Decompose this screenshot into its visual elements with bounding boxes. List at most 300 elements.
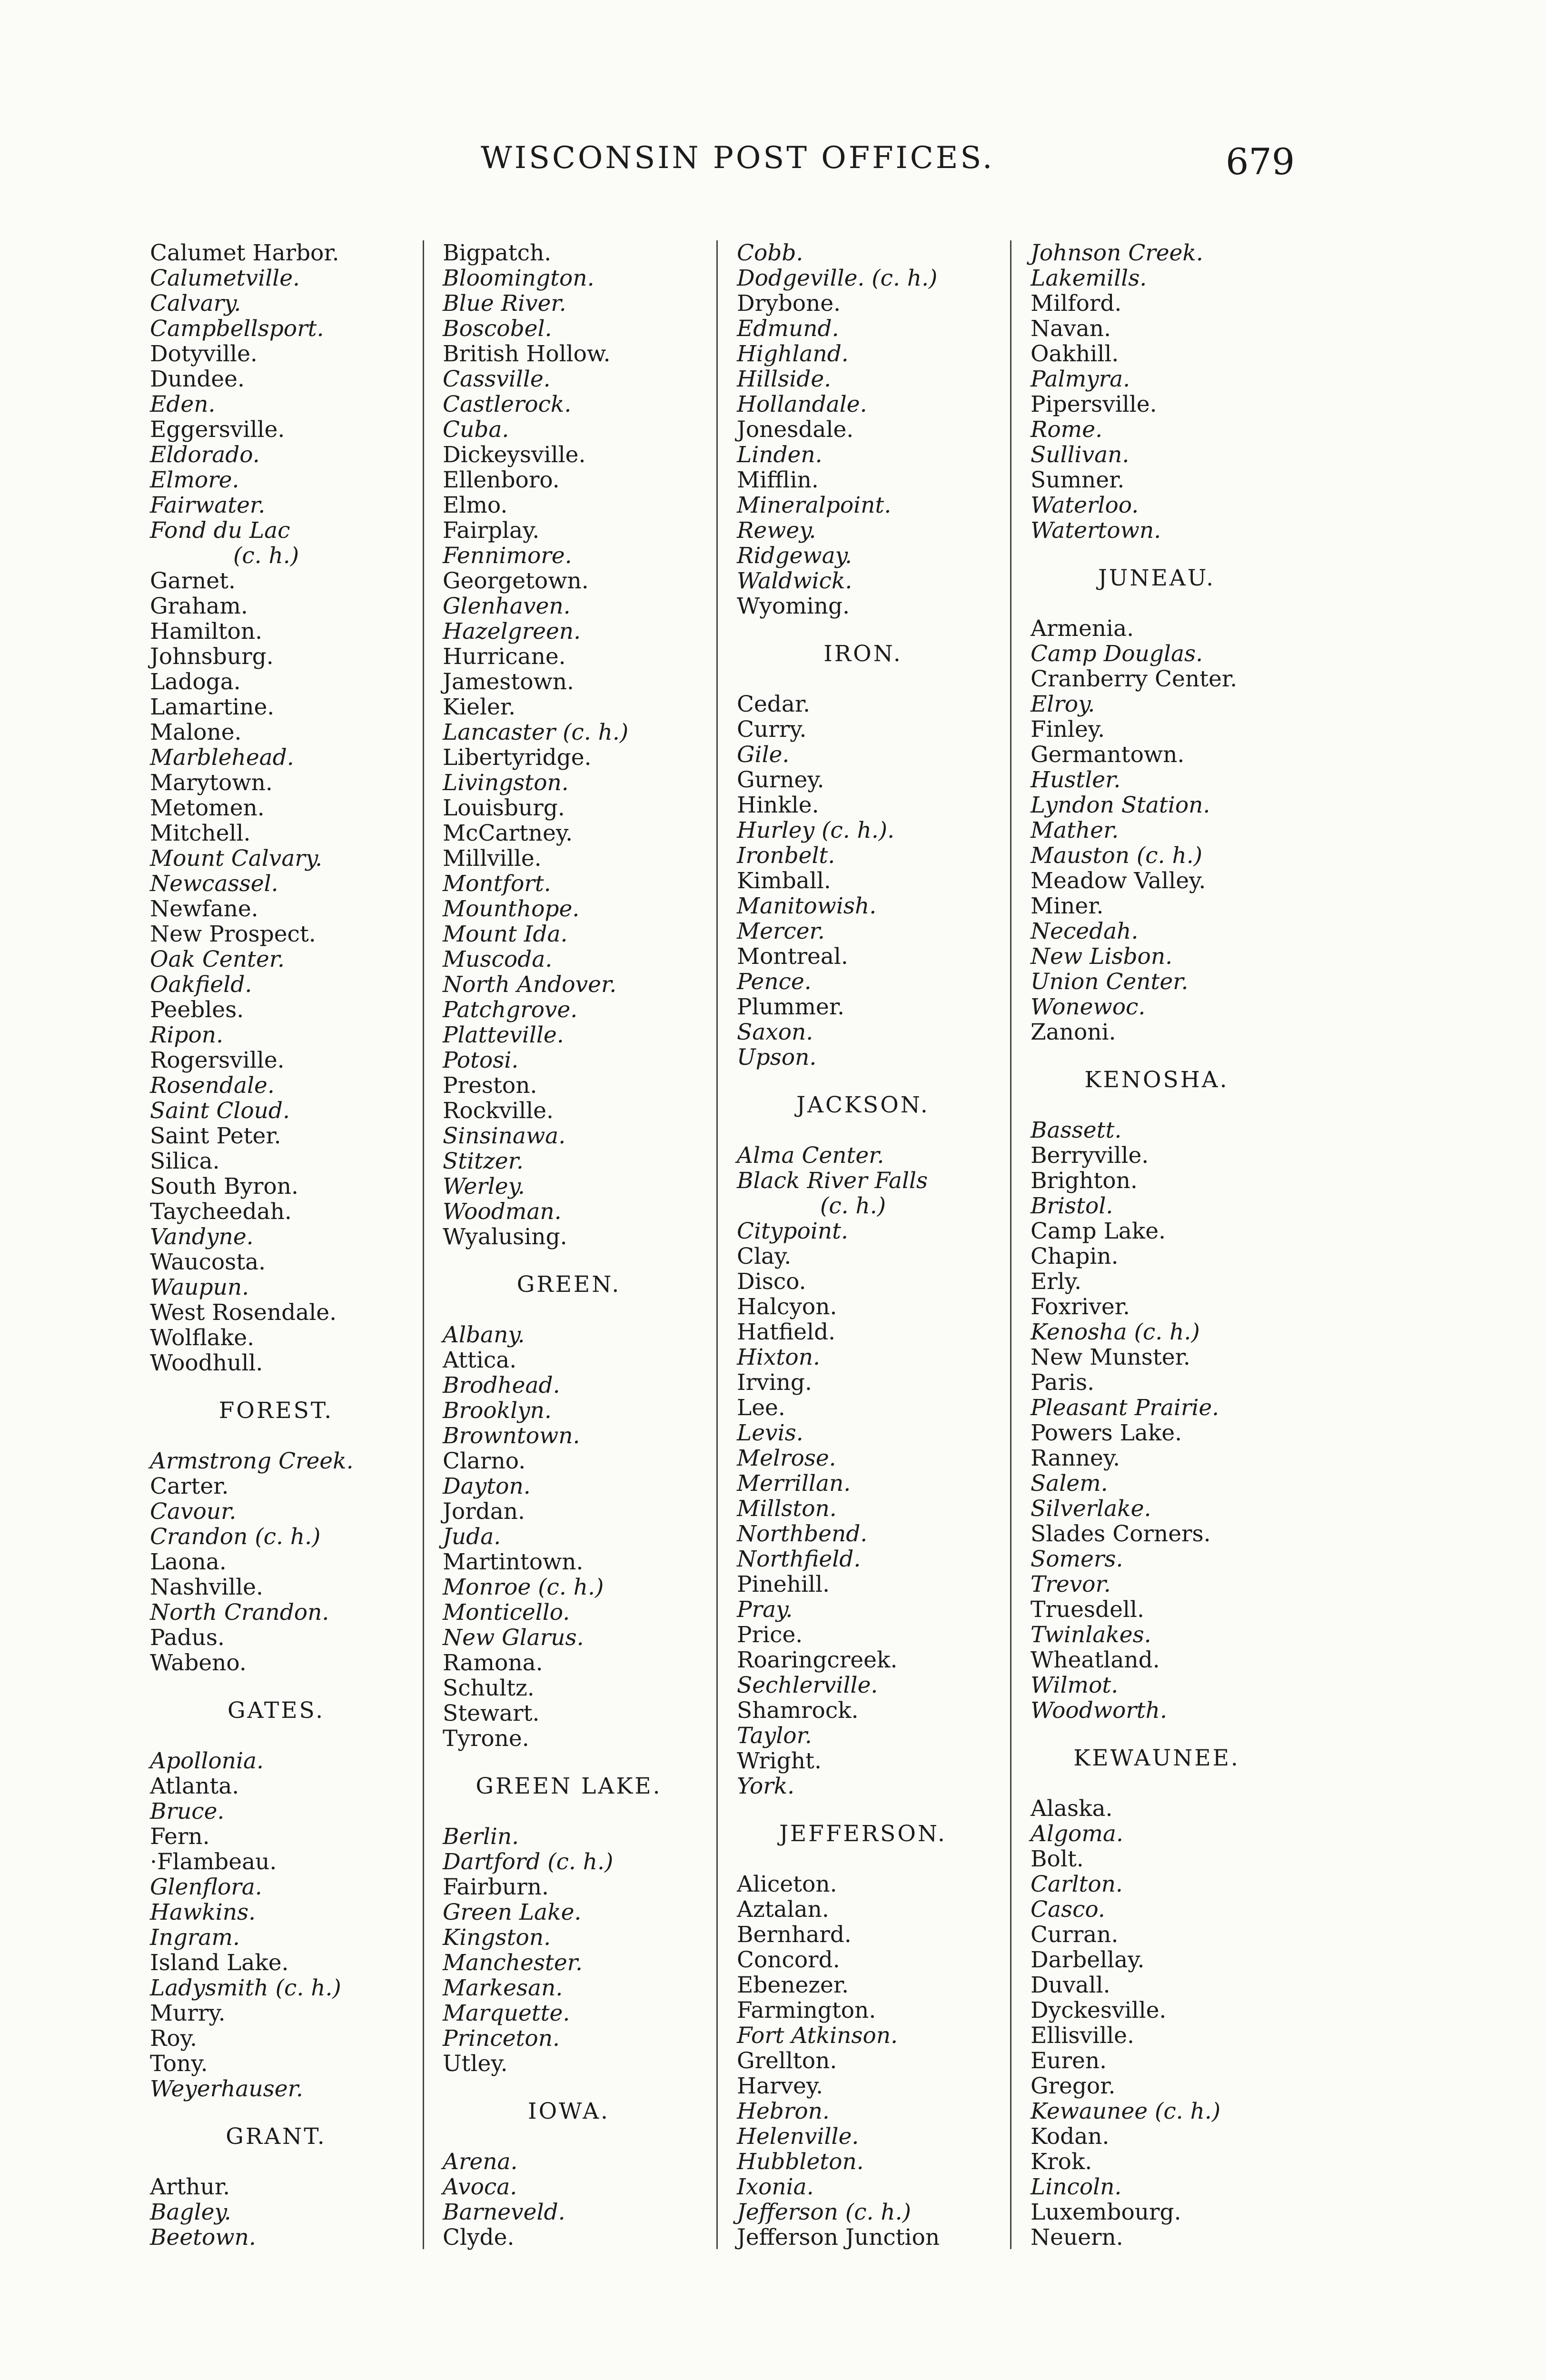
post-office-entry: Dartford (c. h.) (443, 1849, 614, 1875)
post-office-entry: Potosi. (443, 1047, 519, 1073)
post-office-entry: Arthur. (150, 2174, 230, 2200)
post-office-entry: Kimball. (737, 868, 831, 894)
post-office-entry: Albany. (443, 1322, 525, 1348)
post-office-entry: Beetown. (150, 2224, 256, 2251)
post-office-entry: Brodhead. (443, 1372, 560, 1398)
post-office-entry: Dayton. (443, 1473, 531, 1499)
post-office-entry: Padus. (150, 1625, 225, 1651)
post-office-entry: Brooklyn. (443, 1398, 552, 1424)
post-office-entry: Pence. (737, 969, 812, 995)
post-office-entry: Woodhull. (150, 1350, 263, 1376)
post-office-entry: Wheatland. (1031, 1647, 1160, 1673)
post-office-entry: Taylor. (737, 1723, 812, 1749)
post-office-entry: Helenville. (737, 2123, 859, 2150)
post-office-entry: Clay. (737, 1243, 792, 1269)
post-office-entry: Elroy. (1031, 691, 1095, 717)
post-office-entry: Princeton. (443, 2025, 560, 2052)
post-office-entry: Berlin. (443, 1824, 519, 1850)
post-office-entry: Wolflake. (150, 1325, 255, 1351)
post-office-entry: Peebles. (150, 997, 244, 1023)
post-office-entry: Ixonia. (737, 2174, 814, 2200)
post-office-entry: Millville. (443, 845, 542, 872)
post-office-entry: Sechlerville. (737, 1672, 878, 1698)
post-office-entry: Hebron. (737, 2098, 830, 2124)
post-office-entry: Green Lake. (443, 1899, 582, 1925)
post-office-entry: Foxriver. (1031, 1294, 1130, 1320)
post-office-entry: Manchester. (443, 1950, 583, 1976)
post-office-entry: Hamilton. (150, 618, 263, 645)
post-office-entry: Levis. (737, 1420, 803, 1446)
post-office-entry: Millston. (737, 1496, 837, 1522)
post-office-entry: Finley. (1031, 716, 1105, 743)
column-3 (737, 240, 1008, 2250)
post-office-entry: Price. (737, 1622, 803, 1648)
post-office-entry: Arena. (443, 2149, 518, 2175)
post-office-entry: Highland. (737, 341, 849, 367)
post-office-entry: Newcassel. (150, 871, 278, 897)
post-office-entry: Wyoming. (737, 593, 850, 619)
post-office-entry: Marytown. (150, 770, 273, 796)
post-office-entry: Tyrone. (443, 1726, 529, 1752)
post-office-entry: Drybone. (737, 290, 841, 317)
post-office-entry: Murry. (150, 2000, 226, 2026)
post-office-entry: Bigpatch. (443, 240, 552, 266)
post-office-entry: Ingram. (150, 1924, 240, 1951)
post-office-entry: Alma Center. (737, 1142, 884, 1169)
post-office-entry: Saxon. (737, 1019, 813, 1045)
post-office-entry: Eldorado. (150, 442, 260, 468)
post-office-entry: Clyde. (443, 2224, 515, 2251)
post-office-entry: Merrillan. (737, 1470, 851, 1497)
post-office-entry: Disco. (737, 1269, 806, 1295)
post-office-entry: Grellton. (737, 2048, 837, 2074)
post-office-entry: Pray. (737, 1597, 793, 1623)
post-office-entry: Armstrong Creek. (150, 1448, 354, 1474)
post-office-entry: Sumner. (1031, 467, 1125, 493)
post-office-entry: Algoma. (1031, 1821, 1123, 1847)
post-office-entry: Atlanta. (150, 1773, 239, 1799)
post-office-entry: Waterloo. (1031, 492, 1139, 518)
post-office-entry: Blue River. (443, 290, 566, 317)
post-office-entry: Alaska. (1031, 1795, 1113, 1822)
post-office-entry: Monroe (c. h.) (443, 1574, 604, 1600)
post-office-entry: Ladoga. (150, 669, 241, 695)
post-office-entry: McCartney. (443, 820, 573, 846)
post-office-entry: Bristol. (1031, 1193, 1113, 1219)
post-office-entry: Citypoint. (737, 1218, 848, 1244)
post-office-entry: Shamrock. (737, 1697, 859, 1724)
county-heading: KEWAUNEE. (1073, 1745, 1240, 1771)
post-office-entry: New Lisbon. (1031, 943, 1173, 970)
post-office-entry: Calumet Harbor. (150, 240, 339, 266)
post-office-entry: Cassville. (443, 366, 551, 392)
post-office-entry: Barneveld. (443, 2199, 565, 2225)
post-office-entry: Johnsburg. (150, 644, 274, 670)
post-office-entry: Libertyridge. (443, 744, 592, 771)
post-office-entry: Patchgrove. (443, 997, 578, 1023)
post-office-entry: Concord. (737, 1947, 840, 1973)
post-office-entry: Palmyra. (1031, 366, 1130, 392)
post-office-entry: Ellisville. (1031, 2023, 1134, 2049)
post-office-entry: Oak Center. (150, 946, 285, 972)
post-office-entry: Casco. (1031, 1896, 1105, 1923)
post-office-entry: Dundee. (150, 366, 245, 392)
post-office-entry: Crandon (c. h.) (150, 1524, 321, 1550)
post-office-entry: Carter. (150, 1473, 229, 1499)
post-office-entry: Stewart. (443, 1700, 540, 1726)
post-office-entry: Jordan. (443, 1498, 525, 1525)
post-office-entry: Waucosta. (150, 1249, 266, 1275)
post-office-entry-continuation: (c. h.) (820, 1193, 886, 1219)
post-office-entry: Jonesdale. (737, 416, 854, 443)
post-office-entry: Mount Calvary. (150, 845, 323, 872)
post-office-entry: Slades Corners. (1031, 1521, 1211, 1547)
post-office-entry: Hillside. (737, 366, 832, 392)
post-office-entry: Hurricane. (443, 644, 566, 670)
post-office-entry: Powers Lake. (1031, 1420, 1182, 1446)
post-office-entry: Sinsinawa. (443, 1123, 566, 1149)
post-office-entry: Aliceton. (737, 1871, 837, 1897)
post-office-entry: Laona. (150, 1549, 227, 1575)
post-office-entry: Wabeno. (150, 1650, 247, 1676)
post-office-entry: Chapin. (1031, 1243, 1119, 1269)
post-office-entry: New Glarus. (443, 1625, 584, 1651)
post-office-entry: Mounthope. (443, 896, 580, 922)
county-heading: GREEN LAKE. (476, 1773, 662, 1799)
post-office-entry: Twinlakes. (1031, 1622, 1151, 1648)
post-office-entry: Aztalan. (737, 1896, 829, 1923)
post-office-entry: Newfane. (150, 896, 258, 922)
county-heading: GATES. (227, 1697, 325, 1724)
post-office-entry: Linden. (737, 442, 823, 468)
page-title: WISCONSIN POST OFFICES. (481, 140, 995, 176)
post-office-entry: Ridgeway. (737, 543, 852, 569)
post-office-entry: Rockville. (443, 1098, 554, 1124)
post-office-entry: Halcyon. (737, 1294, 837, 1320)
post-office-entry: Roy. (150, 2025, 197, 2052)
post-office-entry: Hubbleton. (737, 2149, 864, 2175)
post-office-entry: ·Flambeau. (150, 1849, 277, 1875)
post-office-entry: Boscobel. (443, 316, 552, 342)
post-office-entry: Kingston. (443, 1924, 551, 1951)
page-header (0, 140, 1546, 193)
post-office-entry: Rome. (1031, 416, 1103, 443)
post-office-entry: Preston. (443, 1072, 537, 1099)
post-office-entry: Graham. (150, 593, 248, 619)
post-office-entry: Castlerock. (443, 391, 572, 417)
post-office-entry: Lancaster (c. h.) (443, 719, 629, 745)
post-office-entry: Georgetown. (443, 568, 589, 594)
post-office-entry: Ladysmith (c. h.) (150, 1975, 341, 2001)
post-office-entry: Silica. (150, 1148, 220, 1174)
post-office-entry: Mineralpoint. (737, 492, 892, 518)
post-office-entry: Brighton. (1031, 1168, 1138, 1194)
county-heading: JEFFERSON. (779, 1821, 947, 1847)
post-office-entry: Oakhill. (1031, 341, 1119, 367)
post-office-entry: Saint Peter. (150, 1123, 281, 1149)
post-office-entry: Camp Lake. (1031, 1218, 1166, 1244)
column-1 (150, 240, 421, 2250)
post-office-entry: Northfield. (737, 1546, 861, 1572)
post-office-entry: Browntown. (443, 1423, 580, 1449)
post-office-entry: Lakemills. (1031, 265, 1147, 291)
post-office-entry: Fern. (150, 1824, 210, 1850)
post-office-entry: Silverlake. (1031, 1496, 1151, 1522)
post-office-entry: Mauston (c. h.) (1031, 843, 1203, 869)
post-office-entry: Glenflora. (150, 1874, 262, 1900)
post-office-entry: Cavour. (150, 1498, 237, 1525)
county-heading: FOREST. (218, 1398, 334, 1424)
post-office-entry: Luxembourg. (1031, 2199, 1181, 2225)
post-office-entry: Monticello. (443, 1599, 570, 1626)
post-office-entry: Ripon. (150, 1022, 224, 1048)
post-office-entry: Cuba. (443, 416, 509, 443)
post-office-entry: Kenosha (c. h.) (1031, 1319, 1200, 1345)
post-office-entry: Fort Atkinson. (737, 2023, 898, 2049)
post-office-entry: Euren. (1031, 2048, 1107, 2074)
post-office-entry: Attica. (443, 1347, 517, 1373)
post-office-entry: Elmo. (443, 492, 508, 518)
post-office-entry: Pinehill. (737, 1571, 830, 1597)
post-office-entry: Marquette. (443, 2000, 570, 2026)
post-office-entry: Neuern. (1031, 2224, 1123, 2251)
post-office-entry: Irving. (737, 1369, 812, 1396)
post-office-entry: Markesan. (443, 1975, 563, 2001)
post-office-entry: Edmund. (737, 316, 839, 342)
post-office-entry: Montreal. (737, 943, 848, 970)
post-office-entry: Armenia. (1031, 615, 1134, 642)
post-office-entry: Cedar. (737, 691, 811, 717)
post-office-entry: Bruce. (150, 1798, 225, 1825)
post-office-entry: Salem. (1031, 1470, 1108, 1497)
post-office-entry: Fairburn. (443, 1874, 549, 1900)
post-office-entry: Ramona. (443, 1650, 543, 1676)
post-office-entry: Malone. (150, 719, 242, 745)
post-office-entry: Woodworth. (1031, 1697, 1167, 1724)
post-office-entry: Hawkins. (150, 1899, 256, 1925)
post-office-entry: Melrose. (737, 1445, 836, 1471)
post-office-entry: Harvey. (737, 2073, 823, 2099)
post-office-entry: Hinkle. (737, 792, 819, 818)
post-office-entry: Martintown. (443, 1549, 584, 1575)
post-office-entry: Lee. (737, 1395, 785, 1421)
post-office-entry: Saint Cloud. (150, 1098, 290, 1124)
post-office-entry: Paris. (1031, 1369, 1095, 1396)
post-office-entry: New Prospect. (150, 921, 316, 947)
post-office-entry: Avoca. (443, 2174, 517, 2200)
post-office-entry: Hollandale. (737, 391, 867, 417)
post-office-entry: Bassett. (1031, 1117, 1122, 1143)
post-office-entry: Wonewoc. (1031, 994, 1146, 1020)
post-office-entry: Bloomington. (443, 265, 595, 291)
post-office-entry: Marblehead. (150, 744, 294, 771)
post-office-entry: Gurney. (737, 767, 824, 793)
county-heading: GRANT. (226, 2123, 327, 2150)
post-office-entry: Stitzer. (443, 1148, 524, 1174)
post-office-entry: Metomen. (150, 795, 265, 821)
post-office-entry: Juda. (443, 1524, 501, 1550)
post-office-entry: Calvary. (150, 290, 241, 317)
post-office-entry: Hurley (c. h.). (737, 817, 895, 843)
post-office-entry: Duvall. (1031, 1972, 1110, 1998)
post-office-entry: Sullivan. (1031, 442, 1130, 468)
post-office-entry: West Rosendale. (150, 1299, 337, 1326)
post-office-entry: Kewaunee (c. h.) (1031, 2098, 1221, 2124)
post-office-entry: Pipersville. (1031, 391, 1157, 417)
post-office-entry: Carlton. (1031, 1871, 1123, 1897)
post-office-entry: Weyerhauser. (150, 2076, 303, 2102)
post-office-entry: Rogersville. (150, 1047, 285, 1073)
post-office-entry: Schultz. (443, 1675, 535, 1701)
post-office-entry: Rewey. (737, 517, 816, 544)
post-office-entry: Miner. (1031, 893, 1104, 919)
post-office-entry: Wilmot. (1031, 1672, 1119, 1698)
post-office-entry: Pleasant Prairie. (1031, 1395, 1219, 1421)
post-office-entry: Hazelgreen. (443, 618, 581, 645)
post-office-entry: Livingston. (443, 770, 569, 796)
post-office-entry: Cranberry Center. (1031, 666, 1238, 692)
post-office-entry: Utley. (443, 2051, 508, 2077)
post-office-entry: Dotyville. (150, 341, 258, 367)
post-office-entry: Fond du Lac (150, 517, 290, 544)
county-heading: IOWA. (528, 2098, 610, 2124)
post-office-entry: Upson. (737, 1044, 817, 1071)
post-office-entry: Milford. (1031, 290, 1122, 317)
county-heading: IRON. (823, 641, 902, 667)
post-office-entry: Mather. (1031, 817, 1119, 843)
post-office-entry: Wright. (737, 1748, 822, 1774)
post-office-entry: Curran. (1031, 1922, 1119, 1948)
county-heading: JUNEAU. (1098, 565, 1216, 591)
post-office-entry: Hustler. (1031, 767, 1121, 793)
post-office-entry: Garnet. (150, 568, 236, 594)
post-office-entry: Hatfield. (737, 1319, 836, 1345)
column-divider (716, 240, 718, 2249)
post-office-entry: Muscoda. (443, 946, 553, 972)
post-office-entry: Farmington. (737, 1997, 876, 2023)
post-office-entry: Apollonia. (150, 1748, 264, 1774)
post-office-entry: Krok. (1031, 2149, 1092, 2175)
post-office-entry: Bagley. (150, 2199, 231, 2225)
post-office-entry: Erly. (1031, 1269, 1082, 1295)
post-office-entry: British Hollow. (443, 341, 611, 367)
post-office-entry: Louisburg. (443, 795, 565, 821)
post-office-entry: Black River Falls (737, 1168, 928, 1194)
post-office-entry: Woodman. (443, 1199, 562, 1225)
post-office-entry: Dyckesville. (1031, 1997, 1167, 2023)
post-office-entry: Mitchell. (150, 820, 251, 846)
post-office-entry: Dodgeville. (c. h.) (737, 265, 938, 291)
post-office-entry: Berryville. (1031, 1142, 1149, 1169)
post-office-entry: Gile. (737, 742, 790, 768)
post-office-entry: Jefferson (c. h.) (737, 2199, 911, 2225)
post-office-entry: Camp Douglas. (1031, 641, 1203, 667)
post-office-entry: Waldwick. (737, 568, 852, 594)
post-office-entry: Fairplay. (443, 517, 540, 544)
post-office-entry: Bolt. (1031, 1846, 1084, 1872)
post-office-entry: Eden. (150, 391, 216, 417)
post-office-entry: Rosendale. (150, 1072, 275, 1099)
post-office-entry: North Andover. (443, 972, 617, 998)
post-office-entry: Campbellsport. (150, 316, 324, 342)
post-office-entry: Ebenezer. (737, 1972, 849, 1998)
post-office-entry: Ranney. (1031, 1445, 1120, 1471)
post-office-entry: Platteville. (443, 1022, 564, 1048)
post-office-entry: Calumetville. (150, 265, 300, 291)
post-office-entry: Lincoln. (1031, 2174, 1122, 2200)
post-office-entry: Gregor. (1031, 2073, 1116, 2099)
post-office-entry: Mifflin. (737, 467, 819, 493)
post-office-entry: Plummer. (737, 994, 845, 1020)
post-office-entry: Germantown. (1031, 742, 1185, 768)
post-office-entry: Glenhaven. (443, 593, 571, 619)
post-office-entry: Jamestown. (443, 669, 574, 695)
post-office-entry: Nashville. (150, 1574, 263, 1600)
post-office-entry: Watertown. (1031, 517, 1161, 544)
county-heading: KENOSHA. (1084, 1067, 1229, 1093)
county-heading: GREEN. (516, 1271, 621, 1298)
post-office-entry: Tony. (150, 2051, 208, 2077)
post-office-entry: North Crandon. (150, 1599, 329, 1626)
post-office-entry: Taycheedah. (150, 1199, 292, 1225)
post-office-entry: Clarno. (443, 1448, 526, 1474)
post-office-entry: Navan. (1031, 316, 1111, 342)
post-office-entry: Vandyne. (150, 1224, 254, 1250)
post-office-entry: Fairwater. (150, 492, 266, 518)
post-office-entry: Wyalusing. (443, 1224, 567, 1250)
post-office-entry: South Byron. (150, 1173, 298, 1200)
post-office-entry: Hixton. (737, 1344, 820, 1370)
column-divider (423, 240, 424, 2249)
post-office-entry: Kieler. (443, 694, 516, 720)
post-office-entry: Fennimore. (443, 543, 572, 569)
post-office-entry: Jefferson Junction (737, 2224, 940, 2251)
post-office-entry-continuation: (c. h.) (233, 543, 299, 569)
post-office-entry: New Munster. (1031, 1344, 1190, 1370)
page-number: 679 (1226, 140, 1295, 183)
post-office-entry: Dickeysville. (443, 442, 586, 468)
post-office-entry: Somers. (1031, 1546, 1123, 1572)
post-office-entry: Northbend. (737, 1521, 868, 1547)
post-office-entry: Meadow Valley. (1031, 868, 1206, 894)
post-office-entry: Lamartine. (150, 694, 275, 720)
post-office-entry: Oakfield. (150, 972, 252, 998)
post-office-entry: Mount Ida. (443, 921, 568, 947)
post-office-entry: Necedah. (1031, 918, 1139, 944)
post-office-entry: Truesdell. (1031, 1597, 1144, 1623)
post-office-entry: Waupun. (150, 1274, 249, 1300)
post-office-entry: Zanoni. (1031, 1019, 1116, 1045)
column-divider (1010, 240, 1011, 2249)
post-office-entry: Union Center. (1031, 969, 1189, 995)
post-office-entry: Kodan. (1031, 2123, 1110, 2150)
post-office-entry: Lyndon Station. (1031, 792, 1210, 818)
post-office-entry: Johnson Creek. (1031, 240, 1203, 266)
post-office-entry: Cobb. (737, 240, 803, 266)
post-office-entry: Ellenboro. (443, 467, 560, 493)
post-office-entry: Roaringcreek. (737, 1647, 898, 1673)
post-office-entry: Ironbelt. (737, 843, 835, 869)
post-office-entry: Mercer. (737, 918, 825, 944)
column-4 (1031, 240, 1302, 2250)
post-office-entry: Manitowish. (737, 893, 877, 919)
post-office-entry: Eggersville. (150, 416, 285, 443)
post-office-entry: Montfort. (443, 871, 551, 897)
post-office-entry: York. (737, 1773, 795, 1799)
post-office-entry: Island Lake. (150, 1950, 289, 1976)
post-office-entry: Bernhard. (737, 1922, 852, 1948)
post-office-entry: Elmore. (150, 467, 239, 493)
